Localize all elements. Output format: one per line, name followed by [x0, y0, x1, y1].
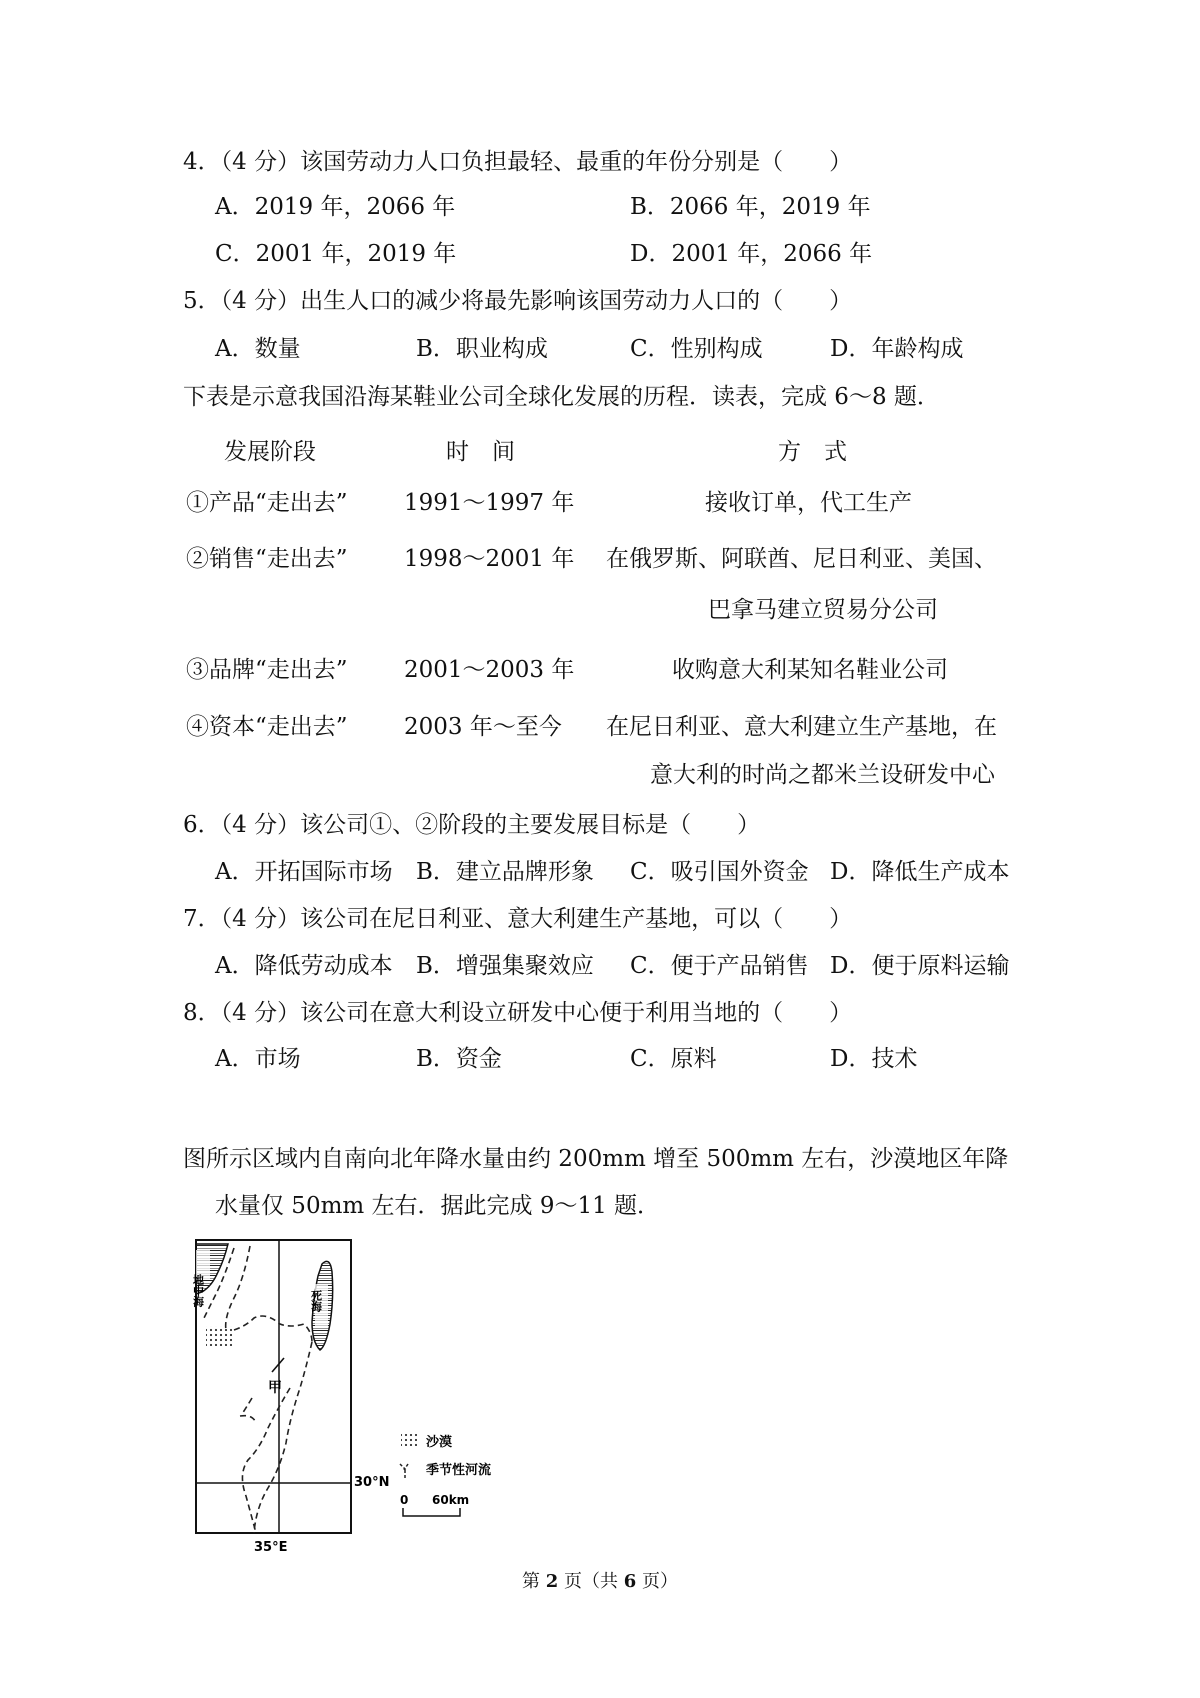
table-row-4-stage: ④资本“走出去” [186, 714, 348, 740]
table-row-4-method-line1: 在尼日利亚、意大利建立生产基地，在 [606, 714, 997, 740]
question-4-option-d: D．2001 年，2066 年 [630, 241, 873, 267]
page-footer [0, 1567, 1200, 1593]
table-row-1-stage: ①产品“走出去” [186, 490, 348, 516]
question-6-option-a: A．开拓国际市场 [215, 859, 393, 885]
scale-distance-label: 60km [432, 1493, 470, 1507]
footer-middle: 页（共 [558, 1571, 624, 1592]
table-row-1-time: 1991～1997 年 [404, 490, 575, 516]
table-row-2-method-line1: 在俄罗斯、阿联酋、尼日利亚、美国、 [606, 546, 997, 572]
desert-area [206, 1326, 232, 1346]
intro-questions-9-11-line2: 水量仅 50mm 左右．据此完成 9～11 题． [215, 1193, 661, 1219]
point-label: 甲 [268, 1380, 282, 1396]
table-row-3-stage: ③品牌“走出去” [186, 657, 348, 683]
table-row-3-method: 收购意大利某知名鞋业公司 [672, 657, 948, 683]
table-row-2-stage: ②销售“走出去” [186, 546, 348, 572]
scale-zero-label: 0 [400, 1493, 409, 1507]
question-7-option-a: A．降低劳动成本 [215, 953, 393, 979]
question-7-option-b: B．增强集聚效应 [416, 953, 594, 979]
question-8-stem: 8．（4 分）该公司在意大利设立研发中心便于利用当地的（ ） [183, 1000, 853, 1026]
question-5-option-a: A．数量 [215, 336, 301, 362]
table-row-2-method-line2: 巴拿马建立贸易分公司 [708, 597, 938, 623]
latitude-label: 30°N [354, 1475, 390, 1490]
question-8-option-d: D．技术 [830, 1046, 918, 1072]
table-row-1-method: 接收订单，代工生产 [705, 490, 912, 516]
question-8-option-c: C．原料 [630, 1046, 717, 1072]
footer-page-number: 2 [545, 1571, 559, 1592]
legend-desert-label: 沙漠 [426, 1435, 453, 1450]
table-header-stage: 发展阶段 [224, 439, 316, 465]
dead-sea-label: 死海 [309, 1290, 323, 1312]
footer-suffix: 页） [636, 1571, 678, 1592]
question-6-option-b: B．建立品牌形象 [416, 859, 594, 885]
question-8-option-a: A．市场 [215, 1046, 301, 1072]
footer-total-pages: 6 [623, 1571, 637, 1592]
question-4-stem: 4．（4 分）该国劳动力人口负担最轻、最重的年份分别是（ ） [183, 149, 853, 175]
mediterranean-label: 地中海 [191, 1274, 205, 1307]
seasonal-rivers [204, 1246, 312, 1533]
table-row-4-method-line2: 意大利的时尚之都米兰设研发中心 [650, 762, 995, 788]
footer-prefix: 第 [522, 1571, 546, 1592]
table-row-3-time: 2001～2003 年 [404, 657, 575, 683]
region-map-figure [191, 1238, 574, 1569]
question-5-option-d: D．年龄构成 [830, 336, 964, 362]
region-map [191, 1238, 574, 1563]
question-6-option-c: C．吸引国外资金 [630, 859, 809, 885]
question-6-option-d: D．降低生产成本 [830, 859, 1010, 885]
question-4-option-c: C．2001 年，2019 年 [215, 241, 457, 267]
question-7-option-d: D．便于原料运输 [830, 953, 1010, 979]
longitude-label: 35°E [254, 1540, 288, 1555]
question-5-option-b: B．职业构成 [416, 336, 548, 362]
question-4-option-b: B．2066 年，2019 年 [630, 194, 871, 220]
question-4-option-a: A．2019 年，2066 年 [215, 194, 456, 220]
question-7-stem: 7．（4 分）该公司在尼日利亚、意大利建生产基地，可以（ ） [183, 906, 853, 932]
legend-river-symbol [400, 1464, 408, 1478]
table-row-4-time: 2003 年～至今 [404, 714, 562, 740]
question-6-stem: 6．（4 分）该公司①、②阶段的主要发展目标是（ ） [183, 812, 761, 838]
question-8-option-b: B．资金 [416, 1046, 502, 1072]
point-marker [272, 1358, 284, 1372]
question-7-option-c: C．便于产品销售 [630, 953, 809, 979]
question-5-stem: 5．（4 分）出生人口的减少将最先影响该国劳动力人口的（ ） [183, 288, 853, 314]
legend-desert-swatch [401, 1434, 417, 1446]
scale-bar [403, 1508, 460, 1516]
legend-river-label: 季节性河流 [426, 1463, 492, 1478]
table-row-2-time: 1998～2001 年 [404, 546, 575, 572]
map-legend [400, 1434, 491, 1516]
question-5-option-c: C．性别构成 [630, 336, 763, 362]
table-header-time: 时 间 [446, 439, 515, 465]
table-header-method: 方 式 [778, 439, 847, 465]
intro-questions-6-8: 下表是示意我国沿海某鞋业公司全球化发展的历程．读表，完成 6～8 题． [183, 384, 940, 410]
intro-questions-9-11-line1: 图所示区域内自南向北年降水量由约 200mm 增至 500mm 左右，沙漠地区年降 [183, 1146, 1009, 1172]
